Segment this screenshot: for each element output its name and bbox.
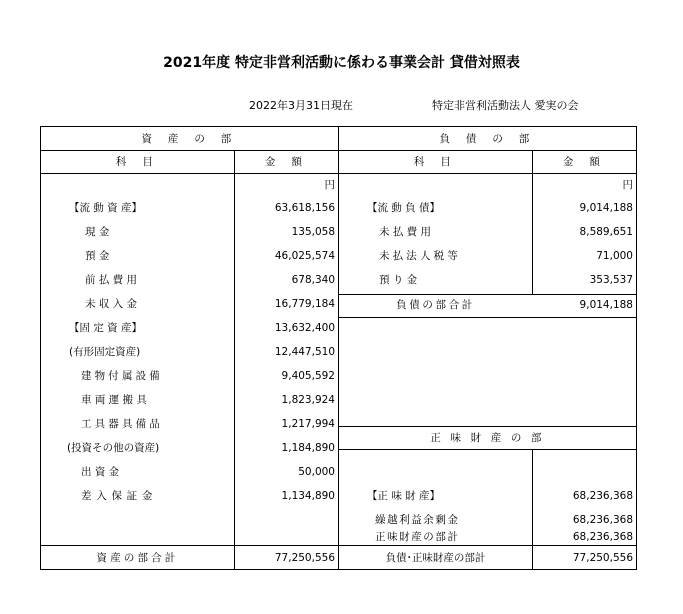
- asset-label-investments: (投資その他の資産): [67, 442, 160, 454]
- center-divider: [338, 127, 339, 570]
- net-assets-label-total: 【正 味 財 産】: [367, 490, 441, 502]
- assets-unit-label: 円: [324, 179, 335, 191]
- net-assets-header-top-line: [338, 426, 636, 427]
- section-header-line: [41, 150, 636, 151]
- liabilities-total-top-line: [338, 294, 636, 295]
- asset-amount-cash: 135,058: [291, 226, 335, 238]
- liability-amount-current: 9,014,188: [579, 202, 633, 214]
- asset-amount-receivable: 16,779,184: [274, 298, 335, 310]
- asset-amount-building-equipment: 9,405,592: [281, 370, 335, 382]
- asset-amount-tools: 1,217,994: [281, 418, 335, 430]
- liability-amount-deposits-received: 353,537: [589, 274, 633, 286]
- asset-label-building-equipment: 建物付属設備: [81, 370, 163, 382]
- asset-amount-tangible: 12,447,510: [274, 346, 335, 358]
- asset-label-capital: 出 資 金: [81, 466, 120, 478]
- asset-amount-fixed: 13,632,400: [274, 322, 335, 334]
- assets-total-label: 資産の部合計: [96, 552, 179, 564]
- assets-item-header: 科 目: [115, 156, 160, 168]
- asset-label-receivable: 未 収 入 金: [85, 298, 138, 310]
- net-assets-section-header: 正 味 財 産 の 部: [430, 432, 545, 444]
- document-title: 2021年度 特定非営利活動に係わる事業会計 貸借対照表: [163, 55, 520, 71]
- liability-label-deposits-received: 預 り 金: [379, 274, 418, 286]
- liabilities-section-header: 負 債 の 部: [439, 133, 536, 145]
- net-assets-amount-subtotal: 68,236,368: [572, 531, 633, 543]
- assets-total-amount: 77,250,556: [274, 552, 335, 564]
- asset-amount-current: 63,618,156: [274, 202, 335, 214]
- net-assets-amount-total: 68,236,368: [572, 490, 633, 502]
- liability-label-accrued: 未 払 費 用: [379, 226, 432, 238]
- liabilities-amount-header: 金 額: [562, 156, 607, 168]
- net-assets-label-retained: 繰越利益余剰金: [375, 514, 460, 526]
- asset-label-fixed: 【固 定 資 産】: [69, 322, 143, 334]
- asset-label-current: 【流 動 資 産】: [69, 202, 143, 214]
- asset-label-security-deposit: 差入保証金: [81, 490, 158, 502]
- asset-amount-prepaid: 678,340: [291, 274, 335, 286]
- organization-name: 特定非営利活動法人 愛実の会: [432, 99, 579, 112]
- liabilities-total-bottom-line: [338, 317, 636, 318]
- grand-total-line: [41, 545, 636, 546]
- net-assets-amount-retained: 68,236,368: [572, 514, 633, 526]
- liability-amount-tax: 71,000: [596, 250, 633, 262]
- net-assets-label-subtotal: 正味財産の部計: [375, 531, 460, 543]
- liabilities-total-amount: 9,014,188: [579, 299, 633, 311]
- assets-amount-header: 金 額: [264, 156, 309, 168]
- liabilities-unit-label: 円: [622, 179, 633, 191]
- asset-amount-security-deposit: 1,134,890: [281, 490, 335, 502]
- asset-label-prepaid: 前 払 費 用: [85, 274, 138, 286]
- as-of-date: 2022年3月31日現在: [249, 99, 353, 112]
- grand-total-amount: 77,250,556: [572, 552, 633, 564]
- net-assets-header-bottom-line: [338, 449, 636, 450]
- assets-section-header: 資 産 の 部: [141, 133, 238, 145]
- liability-amount-accrued: 8,589,651: [579, 226, 633, 238]
- asset-amount-capital: 50,000: [298, 466, 335, 478]
- asset-label-tangible: (有形固定資産): [69, 346, 141, 358]
- liability-label-tax: 未払法人税等: [379, 250, 461, 262]
- liabilities-total-label: 負債の部合計: [396, 299, 475, 311]
- asset-label-tools: 工具器具備品: [81, 418, 163, 430]
- asset-label-cash: 現 金: [85, 226, 110, 238]
- asset-label-vehicles: 車 両 運 搬 具: [81, 394, 147, 406]
- column-header-line: [41, 173, 636, 174]
- liability-label-current: 【流 動 負 債】: [367, 202, 441, 214]
- asset-label-deposit: 預 金: [85, 250, 110, 262]
- liabilities-item-header: 科 目: [413, 156, 458, 168]
- asset-amount-deposit: 46,025,574: [274, 250, 335, 262]
- grand-total-label: 負債･正味財産の部計: [385, 552, 486, 564]
- balance-sheet-table: [40, 126, 637, 570]
- asset-amount-vehicles: 1,823,924: [281, 394, 335, 406]
- asset-amount-investments: 1,184,890: [281, 442, 335, 454]
